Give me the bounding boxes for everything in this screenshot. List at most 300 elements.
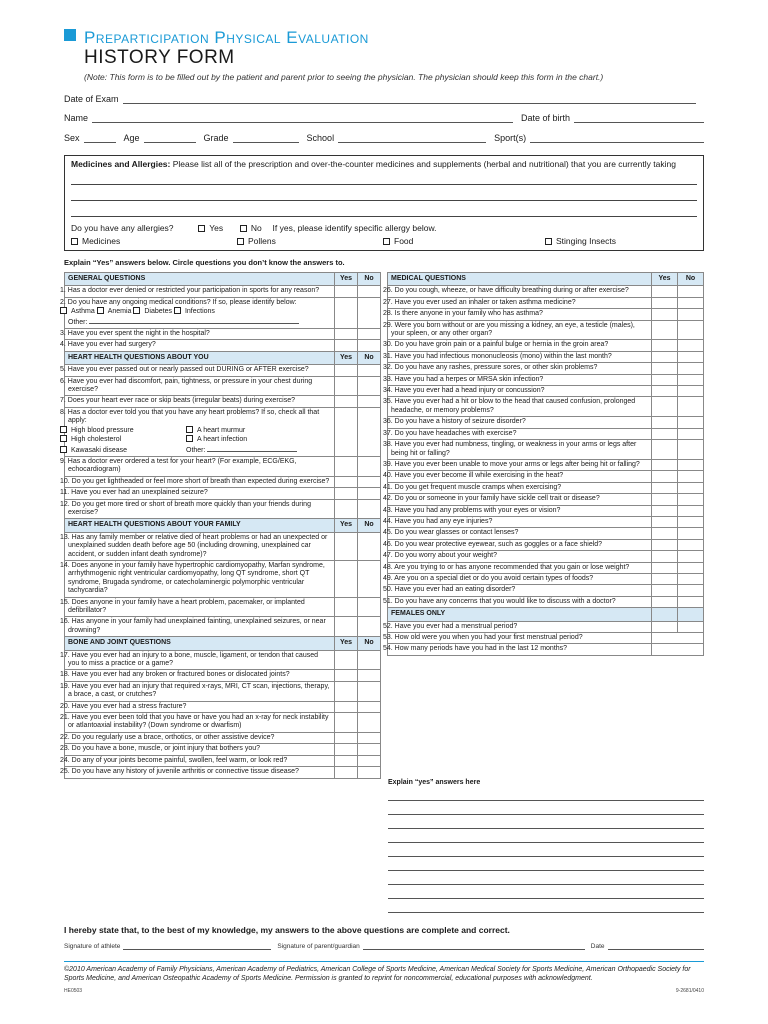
question-text: 9. Has a doctor ever ordered a test for your heart? (For example, ECG/EKG, echocardiogram) [65, 456, 335, 476]
school-label: School [306, 133, 335, 143]
question-text: 23. Do you have a bone, muscle, or joint injury that bothers you? [65, 744, 335, 755]
yes-cell[interactable] [652, 459, 678, 470]
no-cell[interactable] [678, 596, 704, 607]
yes-header: Yes [335, 273, 358, 286]
food-checkbox[interactable] [383, 238, 390, 245]
yes-cell[interactable] [652, 374, 678, 385]
question-row [65, 365, 381, 376]
no-cell[interactable] [358, 407, 381, 456]
no-cell[interactable] [358, 499, 381, 519]
no-cell[interactable] [678, 459, 704, 470]
no-cell[interactable] [678, 573, 704, 584]
no-cell[interactable] [678, 585, 704, 596]
no-cell[interactable] [358, 732, 381, 743]
section-general [65, 273, 381, 286]
question-row [388, 459, 704, 470]
yes-cell[interactable] [652, 562, 678, 573]
yes-cell[interactable] [335, 396, 358, 407]
option-label: Kawasaki disease [71, 446, 128, 454]
yes-cell[interactable] [335, 744, 358, 755]
question-row [388, 644, 704, 655]
question-text: 41. Do you get frequent muscle cramps when exercising? [388, 482, 652, 493]
option-label: A heart infection [197, 436, 248, 444]
no-cell[interactable] [358, 340, 381, 351]
yes-cell[interactable] [652, 516, 678, 527]
certification-statement: I hereby state that, to the best of my knowledge, my answers to the above questions are complete and correct. [64, 925, 510, 935]
explain-yes-instruction: Explain “Yes” answers below. Circle questions you don’t know the answers to. [64, 258, 345, 267]
no-cell[interactable] [358, 329, 381, 340]
no-cell[interactable] [358, 376, 381, 396]
explain-line[interactable] [388, 828, 704, 829]
question-text: 53. How old were you when you had your first menstrual period? [388, 633, 652, 644]
section-title: HEART HEALTH QUESTIONS ABOUT YOUR FAMILY [65, 519, 335, 532]
no-cell[interactable] [678, 340, 704, 351]
explain-line[interactable] [388, 898, 704, 899]
no-cell[interactable] [678, 397, 704, 417]
section-bone-joint [65, 637, 381, 650]
no-cell[interactable] [678, 440, 704, 460]
yes-cell[interactable] [652, 351, 678, 362]
yes-cell[interactable] [335, 617, 358, 637]
no-cell[interactable] [358, 670, 381, 681]
question-text: 25. Do you have any history of juvenile arthritis or connective tissue disease? [65, 767, 335, 778]
medicines-write-line[interactable] [71, 184, 697, 185]
question-text: 30. Do you have groin pain or a painful bulge or hernia in the groin area? [388, 340, 652, 351]
question-text: 19. Have you ever had an injury that required x-rays, MRI, CT scan, injections, therapy, a brace, a cast, or crutches? [65, 681, 335, 701]
no-header: No [678, 273, 704, 286]
yes-cell[interactable] [652, 428, 678, 439]
question-row [65, 597, 381, 617]
question-row [65, 560, 381, 597]
option-label: Infections [184, 308, 215, 316]
question-text: 6. Have you ever had discomfort, pain, tightness, or pressure in your chest during exercise? [65, 376, 335, 396]
heart-murmur-option [186, 427, 245, 434]
question-row [388, 386, 704, 397]
no-header: No [358, 351, 381, 364]
question-row [388, 297, 704, 308]
no-cell[interactable] [678, 551, 704, 562]
question-text: 12. Do you get more tired or short of breath more quickly than your friends during exercise? [65, 499, 335, 519]
no-cell[interactable] [358, 701, 381, 712]
medicines-write-line[interactable] [71, 216, 697, 217]
grade-field[interactable] [233, 134, 299, 143]
stinging-insects-checkbox[interactable] [545, 238, 552, 245]
question-row [65, 701, 381, 712]
question-row [388, 596, 704, 607]
signature-date-field[interactable] [608, 944, 704, 950]
yes-cell[interactable] [652, 286, 678, 297]
section-medical [388, 273, 704, 286]
question-row [388, 286, 704, 297]
section-females [388, 608, 704, 621]
no-cell[interactable] [358, 456, 381, 476]
anemia-checkbox[interactable] [97, 307, 104, 314]
yes-cell[interactable] [335, 670, 358, 681]
question-text: 45. Do you wear glasses or contact lenses? [388, 528, 652, 539]
sports-label: Sport(s) [494, 133, 527, 143]
question-text: 18. Have you ever had any broken or fractured bones or dislocated joints? [65, 670, 335, 681]
question-row [388, 397, 704, 417]
question-label: 8. Has a doctor ever told you that you have any heart problems? If so, check all that apply: [60, 408, 320, 425]
yes-cell[interactable] [652, 363, 678, 374]
yes-cell[interactable] [335, 456, 358, 476]
allergy-type-label: Food [394, 236, 414, 246]
question-row [65, 744, 381, 755]
age-field[interactable] [144, 134, 196, 143]
question-row [65, 681, 381, 701]
explain-line[interactable] [388, 842, 704, 843]
yes-cell[interactable] [652, 440, 678, 460]
question-row [388, 562, 704, 573]
no-cell[interactable] [358, 532, 381, 560]
question-row [65, 650, 381, 670]
yes-cell[interactable] [652, 386, 678, 397]
no-cell[interactable] [358, 365, 381, 376]
allergy-no-checkbox[interactable] [240, 225, 247, 232]
sex-field[interactable] [84, 134, 116, 143]
form-title-line2: HISTORY FORM [84, 47, 235, 68]
question-row [65, 297, 381, 328]
question-text: 54. How many periods have you had in the last 12 months? [388, 644, 652, 655]
question-row [388, 551, 704, 562]
form-codes [64, 988, 704, 994]
yes-cell[interactable] [335, 297, 358, 328]
question-text: 7. Does your heart ever race or skip beats (irregular beats) during exercise? [65, 396, 335, 407]
name-field[interactable] [92, 114, 513, 123]
allergy-yes-checkbox[interactable] [198, 225, 205, 232]
question-row [65, 488, 381, 499]
question-text: 51. Do you have any concerns that you would like to discuss with a doctor? [388, 596, 652, 607]
no-cell[interactable] [678, 428, 704, 439]
question-text: 42. Do you or someone in your family have sickle cell trait or disease? [388, 494, 652, 505]
yes-cell[interactable] [335, 407, 358, 456]
question-text [60, 297, 335, 328]
no-cell[interactable] [678, 320, 704, 340]
explain-line[interactable] [388, 870, 704, 871]
no-cell[interactable] [358, 755, 381, 766]
no-cell[interactable] [358, 744, 381, 755]
form-code-left: HE0503 [64, 988, 83, 994]
option-label: Asthma [71, 308, 95, 316]
question-text: 11. Have you ever had an unexplained seizure? [65, 488, 335, 499]
no-cell[interactable] [358, 560, 381, 597]
question-text: 49. Are you on a special diet or do you avoid certain types of foods? [388, 573, 652, 584]
no-cell[interactable] [358, 597, 381, 617]
no-cell[interactable] [678, 417, 704, 428]
question-text: 1. Has a doctor ever denied or restricted your participation in sports for any reason? [65, 286, 335, 297]
yes-cell[interactable] [335, 650, 358, 670]
no-cell[interactable] [358, 396, 381, 407]
name-row [64, 113, 704, 123]
yes-cell[interactable] [335, 701, 358, 712]
section-title: HEART HEALTH QUESTIONS ABOUT YOU [65, 351, 335, 364]
yes-cell[interactable] [335, 329, 358, 340]
allergy-followup: If yes, please identify specific allergy below. [272, 223, 437, 233]
question-text: 15. Does anyone in your family have a heart problem, pacemaker, or implanted defibrillator? [65, 597, 335, 617]
yes-cell[interactable] [652, 596, 678, 607]
question-row [388, 505, 704, 516]
explain-line[interactable] [388, 912, 704, 913]
no-cell[interactable] [678, 562, 704, 573]
footer-divider [64, 961, 704, 962]
question-row [65, 340, 381, 351]
pollens-checkbox[interactable] [237, 238, 244, 245]
infections-option [182, 307, 215, 316]
yes-cell[interactable] [652, 528, 678, 539]
yes-cell[interactable] [652, 482, 678, 493]
school-field[interactable] [338, 134, 486, 143]
no-cell[interactable] [678, 494, 704, 505]
question-text: 48. Are you trying to or has anyone recommended that you gain or lose weight? [388, 562, 652, 573]
question-text: 37. Do you have headaches with exercise? [388, 428, 652, 439]
question-text: 38. Have you ever had numbness, tingling, or weakness in your arms or legs after being hit or falling? [388, 440, 652, 460]
yes-cell[interactable] [652, 573, 678, 584]
question-row [388, 528, 704, 539]
allergy-type-label: Medicines [82, 236, 121, 246]
yes-cell[interactable] [652, 621, 678, 632]
question-text: 10. Do you get lightheaded or feel more short of breath than expected during exercise? [65, 476, 335, 487]
yes-cell[interactable] [652, 494, 678, 505]
yes-cell[interactable] [335, 286, 358, 297]
question-row [65, 286, 381, 297]
yes-cell[interactable] [335, 499, 358, 519]
explain-line[interactable] [388, 856, 704, 857]
no-cell[interactable] [678, 621, 704, 632]
question-row [388, 633, 704, 644]
parent-signature-field[interactable] [363, 944, 585, 950]
diabetes-option [141, 307, 172, 316]
sex-label: Sex [64, 133, 80, 143]
other-heart-label: Other: [186, 446, 206, 454]
high-blood-pressure-checkbox[interactable] [60, 426, 67, 433]
question-row [388, 363, 704, 374]
no-cell[interactable] [678, 374, 704, 385]
age-label: Age [123, 133, 140, 143]
no-cell[interactable] [678, 309, 704, 320]
question-row [65, 456, 381, 476]
medicines-write-line[interactable] [71, 200, 697, 201]
no-cell[interactable] [358, 617, 381, 637]
yes-cell[interactable] [335, 340, 358, 351]
section-title: BONE AND JOINT QUESTIONS [65, 637, 335, 650]
question-row [388, 417, 704, 428]
question-row [65, 329, 381, 340]
explain-line[interactable] [388, 814, 704, 815]
yes-cell[interactable] [652, 471, 678, 482]
no-cell[interactable] [358, 681, 381, 701]
asthma-checkbox[interactable] [60, 307, 67, 314]
yes-cell[interactable] [335, 767, 358, 778]
right-questions-table [383, 272, 704, 656]
question-row [388, 374, 704, 385]
yes-cell[interactable] [652, 539, 678, 550]
yes-cell[interactable] [652, 585, 678, 596]
question-row [388, 440, 704, 460]
question-label: 2. Do you have any ongoing medical conditions? If so, please identify below: [60, 298, 297, 306]
question-text: 17. Have you ever had an injury to a bone, muscle, ligament, or tendon that caused you to miss a practice or a game? [65, 650, 335, 670]
no-cell[interactable] [358, 488, 381, 499]
option-label: High blood pressure [71, 426, 134, 434]
no-cell[interactable] [358, 650, 381, 670]
date-of-exam-field[interactable] [123, 95, 696, 104]
question-text: 40. Have you ever become ill while exercising in the heat? [388, 471, 652, 482]
heart-murmur-checkbox[interactable] [186, 426, 193, 433]
question-row [388, 320, 704, 340]
explain-line[interactable] [388, 800, 704, 801]
medicines-checkbox[interactable] [71, 238, 78, 245]
question-row [65, 532, 381, 560]
other-heart-field[interactable] [207, 445, 297, 452]
form-note: (Note: This form is to be filled out by the patient and parent prior to seeing the physician. The physician should keep this form in the chart.) [84, 72, 604, 82]
question-text: 35. Have you ever had a hit or blow to the head that caused confusion, prolonged headache, or memory problems? [388, 397, 652, 417]
question-text: 36. Do you have a history of seizure disorder? [388, 417, 652, 428]
question-text: 43. Have you had any problems with your eyes or vision? [388, 505, 652, 516]
no-cell[interactable] [678, 516, 704, 527]
answer-cell[interactable] [652, 633, 704, 644]
question-text: 21. Have you ever been told that you have or have you had an x-ray for neck instability or atlantoaxial instability? (Down syndrome or dwarfism) [65, 713, 335, 733]
yes-cell[interactable] [652, 297, 678, 308]
no-cell[interactable] [678, 351, 704, 362]
question-text: 24. Do any of your joints become painful, swollen, feel warm, or look red? [65, 755, 335, 766]
yes-cell[interactable] [652, 320, 678, 340]
form-header [64, 28, 369, 48]
question-text: 26. Do you cough, wheeze, or have difficulty breathing during or after exercise? [388, 286, 652, 297]
demographics-row [64, 133, 704, 143]
high-cholesterol-checkbox[interactable] [60, 435, 67, 442]
allergy-question-row [71, 223, 437, 233]
question-text: 20. Have you ever had a stress fracture? [65, 701, 335, 712]
heart-infection-option [186, 436, 247, 443]
question-row [388, 351, 704, 362]
yes-header: Yes [652, 273, 678, 286]
infections-checkbox[interactable] [174, 307, 181, 314]
option-label: High cholesterol [71, 436, 122, 444]
yes-cell[interactable] [652, 397, 678, 417]
other-conditions-field[interactable] [89, 317, 299, 324]
explain-line[interactable] [388, 884, 704, 885]
anemia-option [105, 307, 132, 316]
no-cell[interactable] [678, 528, 704, 539]
date-of-exam-row [64, 94, 704, 104]
question-row [388, 309, 704, 320]
no-cell[interactable] [358, 286, 381, 297]
no-header: No [358, 637, 381, 650]
no-cell[interactable] [678, 471, 704, 482]
section-blank [678, 608, 704, 621]
question-text: 4. Have you ever had surgery? [65, 340, 335, 351]
yes-cell[interactable] [335, 488, 358, 499]
yes-cell[interactable] [652, 417, 678, 428]
parent-signature-label: Signature of parent/guardian [277, 943, 360, 950]
heart-infection-checkbox[interactable] [186, 435, 193, 442]
name-label: Name [64, 113, 89, 123]
no-cell[interactable] [358, 476, 381, 487]
yes-cell[interactable] [652, 505, 678, 516]
question-row [65, 617, 381, 637]
yes-header: Yes [335, 351, 358, 364]
medicines-instruction-text: Please list all of the prescription and over-the-counter medicines and supplements (herbal and nutritional) that you are currently taking [172, 159, 676, 169]
copyright-notice: ©2010 American Academy of Family Physicians, American Academy of Pediatrics, American College of Sports Medicine, American Medical Society for Sports Medicine, American Orthopaedic Society for Sports Medicine, and American Osteopathic Academy of Sports Medicine. Permission is granted to reprint for noncommercial, educational purposes with acknowledgment. [64, 966, 691, 982]
yes-cell[interactable] [335, 681, 358, 701]
blue-square-bullet [64, 29, 76, 41]
yes-cell[interactable] [335, 713, 358, 733]
allergy-type-label: Pollens [248, 236, 276, 246]
yes-cell[interactable] [335, 755, 358, 766]
option-label: Diabetes [144, 308, 173, 316]
no-cell[interactable] [678, 505, 704, 516]
no-cell[interactable] [358, 297, 381, 328]
signature-row [64, 943, 704, 950]
athlete-signature-field[interactable] [123, 944, 271, 950]
question-text: 52. Have you ever had a menstrual period? [388, 621, 652, 632]
yes-cell[interactable] [335, 476, 358, 487]
question-text: 39. Have you ever been unable to move your arms or legs after being hit or falling? [388, 459, 652, 470]
no-cell[interactable] [678, 297, 704, 308]
answer-cell[interactable] [652, 644, 704, 655]
question-row [65, 499, 381, 519]
question-text: 50. Have you ever had an eating disorder? [388, 585, 652, 596]
no-cell[interactable] [358, 713, 381, 733]
section-title: GENERAL QUESTIONS [65, 273, 335, 286]
left-questions-table [60, 272, 381, 779]
yes-cell[interactable] [335, 376, 358, 396]
yes-cell[interactable] [652, 340, 678, 351]
no-cell[interactable] [678, 386, 704, 397]
yes-cell[interactable] [335, 365, 358, 376]
no-cell[interactable] [678, 286, 704, 297]
diabetes-checkbox[interactable] [133, 307, 140, 314]
yes-cell[interactable] [335, 532, 358, 560]
question-row [388, 573, 704, 584]
allergy-yes-label: Yes [209, 223, 224, 233]
kawasaki-checkbox[interactable] [60, 446, 67, 453]
section-title: FEMALES ONLY [388, 608, 652, 621]
yes-cell[interactable] [335, 597, 358, 617]
yes-cell[interactable] [335, 732, 358, 743]
question-text: 32. Do you have any rashes, pressure sores, or other skin problems? [388, 363, 652, 374]
grade-label: Grade [203, 133, 229, 143]
question-text: 28. Is there anyone in your family who has asthma? [388, 309, 652, 320]
question-text: 31. Have you had infectious mononucleosis (mono) within the last month? [388, 351, 652, 362]
question-row [388, 539, 704, 550]
question-row [65, 376, 381, 396]
question-row [388, 516, 704, 527]
allergy-type-pollens [237, 236, 276, 246]
question-row [65, 476, 381, 487]
yes-cell[interactable] [335, 560, 358, 597]
option-label: A heart murmur [197, 426, 246, 434]
yes-header: Yes [335, 637, 358, 650]
question-row [65, 407, 381, 456]
allergy-type-food [383, 236, 413, 246]
question-row [388, 494, 704, 505]
yes-cell[interactable] [652, 551, 678, 562]
no-cell[interactable] [678, 482, 704, 493]
dob-field[interactable] [574, 114, 704, 123]
option-label: Anemia [107, 308, 132, 316]
high-cholesterol-option [68, 435, 186, 444]
no-cell[interactable] [358, 767, 381, 778]
yes-header: Yes [335, 519, 358, 532]
question-text: 33. Have you had a herpes or MRSA skin infection? [388, 374, 652, 385]
no-cell[interactable] [678, 539, 704, 550]
section-heart [65, 351, 381, 364]
question-text: 29. Were you born without or are you missing a kidney, an eye, a testicle (males), your spleen, or any other organ? [388, 320, 652, 340]
sports-field[interactable] [530, 134, 704, 143]
yes-cell[interactable] [652, 309, 678, 320]
no-cell[interactable] [678, 363, 704, 374]
allergy-question: Do you have any allergies? [71, 223, 174, 233]
